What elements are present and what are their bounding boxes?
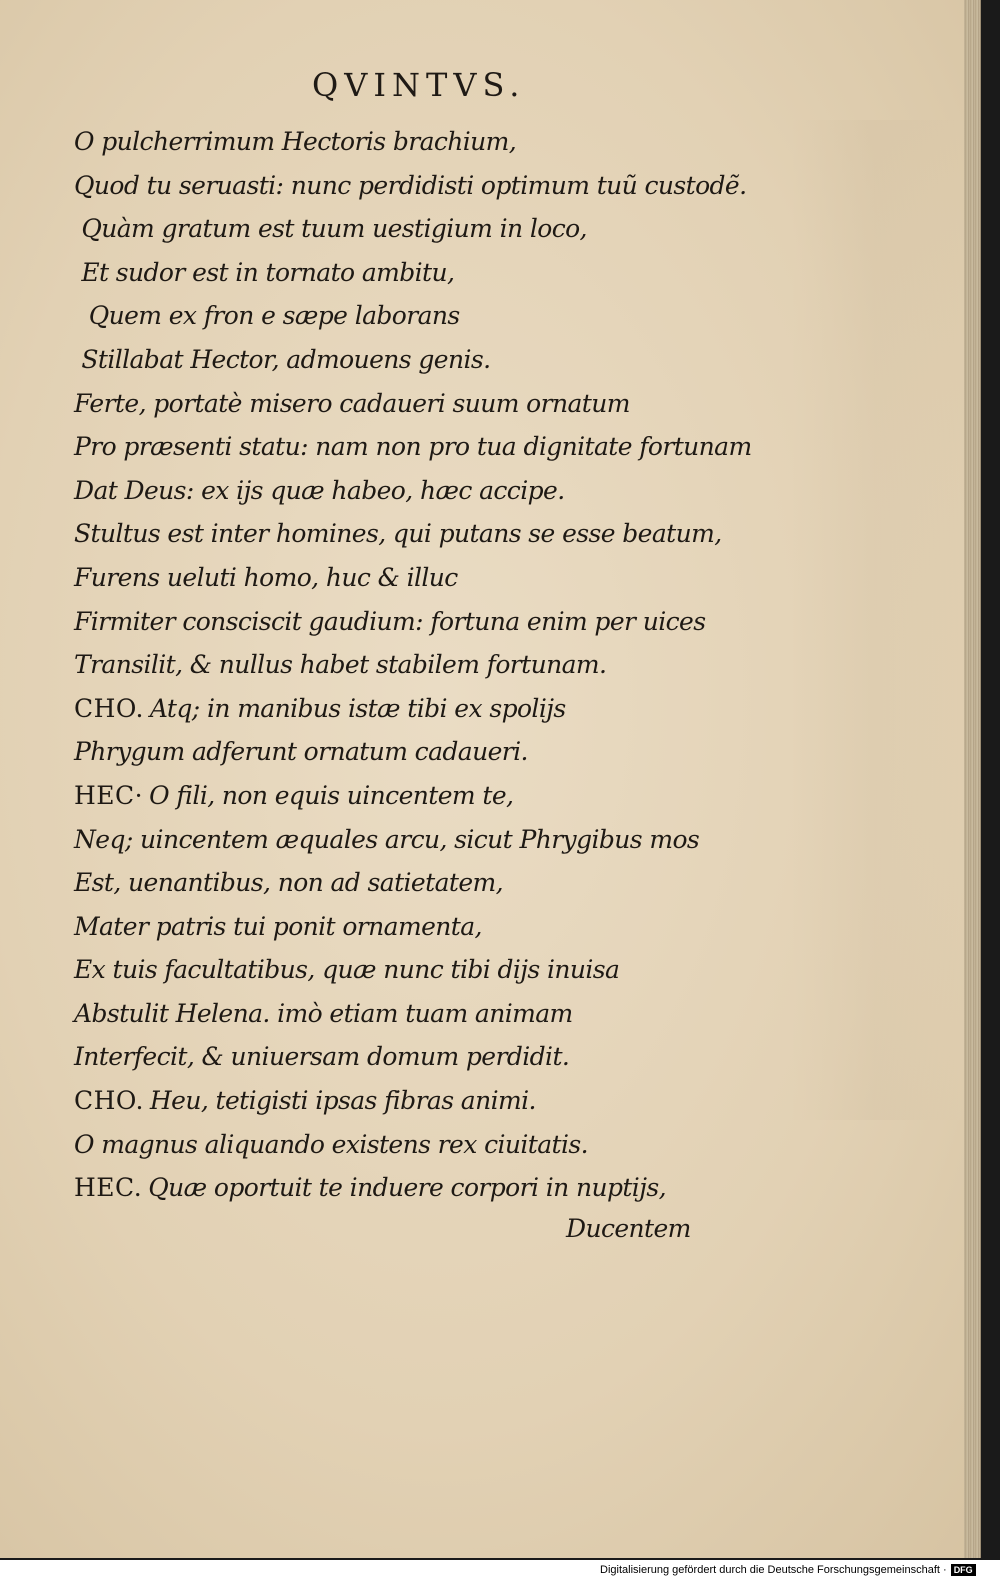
line-text: Dat Deus: ex ijs quæ habeo, hæc accipe.	[74, 475, 565, 505]
page-fore-edge	[964, 0, 980, 1558]
line-text: Stultus est inter homines, qui putans se esse beatum,	[74, 519, 722, 549]
line-text: Phrygum adferunt ornatum cadaueri.	[74, 737, 528, 767]
text-line	[74, 338, 824, 382]
text-line	[74, 120, 824, 164]
text-line	[74, 556, 824, 600]
line-text: O pulcherrimum Hectoris brachium,	[74, 127, 517, 156]
text-line	[74, 164, 824, 208]
text-line	[74, 1166, 824, 1210]
text-line	[74, 469, 824, 513]
dfg-logo: DFG	[951, 1564, 976, 1576]
text-line	[74, 861, 824, 905]
line-text: Quàm gratum est tuum uestigium in loco,	[74, 214, 587, 244]
text-line	[74, 774, 824, 818]
line-text: Quæ oportuit te induere corpori in nuptijs,	[148, 1173, 666, 1203]
line-text: Neq; uincentem æquales arcu, sicut Phrygibus mos	[74, 824, 700, 854]
text-line	[74, 1035, 824, 1079]
text-line	[74, 294, 824, 338]
line-text: Transilit, & nullus habet stabilem fortunam.	[74, 650, 607, 680]
line-text: Stillabat Hector, admouens genis.	[74, 344, 491, 374]
text-line	[74, 687, 824, 731]
line-text: Firmiter consciscit gaudium: fortuna enim per uices	[74, 606, 706, 636]
line-text: Et sudor est in tornato ambitu,	[74, 257, 455, 287]
speaker-label: CHO.	[74, 693, 144, 723]
speaker-label: HEC·	[74, 780, 144, 810]
text-line	[74, 512, 824, 556]
line-text: O magnus aliquando existens rex ciuitatis.	[74, 1129, 588, 1159]
text-line	[74, 905, 824, 949]
text-line	[74, 382, 824, 426]
line-text: Ferte, portatè misero cadaueri suum ornatum	[74, 388, 630, 418]
text-line	[74, 1079, 824, 1123]
speaker-label: HEC.	[74, 1173, 143, 1203]
speaker-label: CHO.	[74, 1086, 144, 1116]
line-text: Interfecit, & uniuersam domum perdidit.	[74, 1042, 570, 1072]
line-text: Est, uenantibus, non ad satietatem,	[74, 868, 503, 898]
running-head: QVINTVS.	[312, 66, 526, 104]
digitization-credit	[600, 1562, 976, 1578]
line-text: Atq; in manibus istæ tibi ex spolijs	[149, 693, 566, 723]
text-line	[74, 730, 824, 774]
line-text: Quem ex fron e sæpe laborans	[74, 301, 460, 331]
text-line	[74, 1123, 824, 1167]
credit-text: Digitalisierung gefördert durch die Deutsche Forschungsgemeinschaft ·	[600, 1564, 947, 1576]
line-text: Pro præsenti statu: nam non pro tua dignitate fortunam	[74, 432, 752, 462]
line-text: O fili, non equis uincentem te,	[149, 780, 514, 810]
text-line	[74, 948, 824, 992]
text-line	[74, 207, 824, 251]
text-line	[74, 643, 824, 687]
text-line	[74, 818, 824, 862]
line-text: Abstulit Helena. imò etiam tuam animam	[74, 998, 573, 1028]
text-block	[74, 120, 824, 1210]
line-text: Quod tu seruasti: nunc perdidisti optimum tuũ custodẽ.	[74, 170, 747, 200]
line-text: Furens ueluti homo, huc & illuc	[74, 562, 458, 592]
catchword: Ducentem	[566, 1214, 691, 1243]
text-line	[74, 251, 824, 295]
line-text: Mater patris tui ponit ornamenta,	[74, 911, 482, 941]
text-line	[74, 600, 824, 644]
text-line	[74, 425, 824, 469]
line-text: Heu, tetigisti ipsas fibras animi.	[149, 1086, 536, 1116]
line-text: Ex tuis facultatibus, quæ nunc tibi dijs inuisa	[74, 955, 620, 985]
text-line	[74, 992, 824, 1036]
